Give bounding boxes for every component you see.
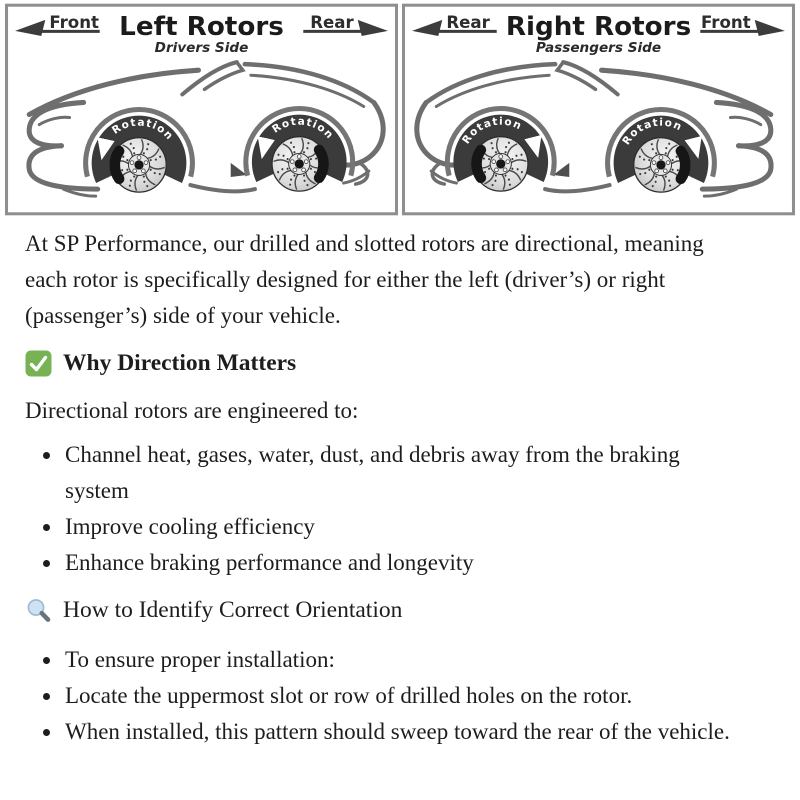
rotation-label: Rotation [270, 115, 337, 142]
section-heading-text: How to Identify Correct Orientation [63, 597, 403, 623]
front-label: Front [701, 12, 751, 32]
magnifier-icon [25, 597, 52, 624]
panel-subtitle: Drivers Side [154, 40, 249, 57]
bullet-item: • Improve cooling efficiency [63, 509, 742, 545]
panel-title: Right Rotors [505, 11, 692, 42]
bullet-item: • When installed, this pattern should sweep toward the rear of the vehicle. [63, 714, 742, 750]
bullet-item: • Channel heat, gases, water, dust, and debris away from the braking system [63, 437, 742, 509]
check-mark-icon [25, 350, 52, 377]
right-rotors-panel [402, 3, 795, 216]
panel-title: Left Rotors [119, 11, 284, 42]
benefits-list [25, 437, 742, 581]
rear-label: Rear [446, 12, 490, 32]
section-heading-how [25, 592, 742, 628]
bullet-item: • Enhance braking performance and longevity [63, 545, 742, 581]
rotation-label: Rotation [109, 116, 176, 143]
rotor-direction-diagram [0, 0, 800, 216]
section-heading-why [25, 345, 742, 381]
rotation-label: Rotation [620, 116, 685, 148]
intro-paragraph: At SP Performance, our drilled and slotted rotors are directional, meaning each rotor is specifically designed for either the left (driver’s) or right (passenger’s) side of your vehicle. [25, 231, 704, 328]
bullet-item: • To ensure proper installation: [63, 642, 742, 678]
orientation-list [25, 642, 742, 750]
rear-label: Rear [310, 12, 354, 32]
left-rotors-panel [5, 3, 398, 216]
front-label: Front [49, 12, 99, 32]
section-heading-text: Why Direction Matters [63, 350, 297, 376]
rotation-label: Rotation [460, 115, 525, 147]
panel-subtitle: Passengers Side [535, 40, 662, 57]
lead-paragraph: Directional rotors are engineered to: [25, 398, 359, 423]
bullet-item: • Locate the uppermost slot or row of drilled holes on the rotor. [63, 678, 742, 714]
article [0, 216, 800, 750]
